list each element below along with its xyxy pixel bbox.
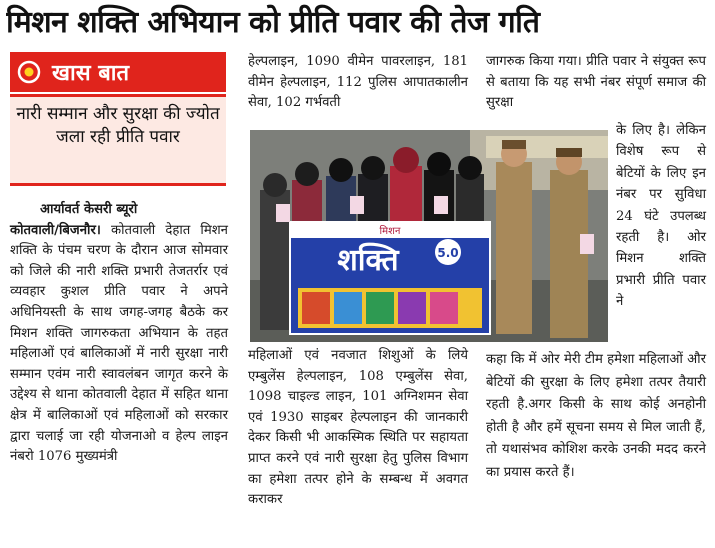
highlight-subheading: नारी सम्मान और सुरक्षा की ज्योत जला रही प्रीति पवार xyxy=(10,94,226,186)
article-column-3-middle: के लिए है। लेकिन विशेष रूप से बेटियों के लिए इन नंबर पर सुविधा 24 घंटे उपलब्ध रहती है। ओर मिशन शक्ति प्रभारी प्रीति पवार ने xyxy=(616,123,706,310)
article-column-1 xyxy=(10,200,228,468)
article-text: कोतवाली देहात मिशन शक्ति के पंचम चरण के दौरान आज सोमवार को जिले की नारी शक्ति प्रभारी तेजतर्रार एवं व्यवहार कुशल प्रीति पवार ने अपने अधिनियस्ती के साथ जगह-जगह बैठके कर मिशन शक्ति जागरुकता अभियान के तहत महिलाओं एवं बालिकाओं में नारी सुरक्षा नारी सम्मान एवंम नारी स्वावलंबन जागृत करने के उद्देश्य से थाना कोतवाली देहात में सहित थाना क्षेत्र में बालिकाओं एवं महिलाओं को सरकार द्वारा चलाई जा रही योजनाओ व हेल्प लाइन नंबरो 1076 मुख्यमंत्री xyxy=(10,222,228,465)
headline: मिशन शक्ति अभियान को प्रीति पवार की तेज गति xyxy=(6,5,540,40)
banner-title: शक्ति xyxy=(337,243,399,278)
byline-agency: आर्यावर्त केसरी ब्यूरो xyxy=(40,202,138,217)
khas-baat-tag xyxy=(10,52,226,92)
article-column-3-top: जागरुक किया गया। प्रीति पवार ने संयुक्त रूप से बताया कि यह सभी नंबर संपूर्ण समाज की सुरक्षा xyxy=(486,54,706,111)
banner-top: मिशन xyxy=(379,226,401,237)
target-icon xyxy=(16,59,42,85)
article-column-2-top: हेल्पलाइन, 1090 वीमेन पावरलाइन, 181 वीमेन हेल्पलाइन, 112 पुलिस आपातकालीन सेवा, 102 गर्भवती xyxy=(248,54,468,111)
byline-place: कोतवाली/बिजनौर। xyxy=(10,222,101,238)
article-column-2-bottom: महिलाओं एवं नवजात शिशुओं के लिये एम्बुलेंस हेल्पलाइन, 108 एम्बुलेंस सेवा, 1098 चाइल्ड लाइन, 101 अग्निशमन सेवा एवं 1930 साइबर हेल्पलाइन की जानकारी देकर किसी भी आकस्मिक स्थिति पर सहायता प्राप्त करने एवं नारी सुरक्षा हेतु पुलिस विभाग का हमेशा तत्पर होने के सम्बन्ध में अवगत कराकर xyxy=(248,348,468,508)
news-photo xyxy=(250,130,608,342)
banner-badge: 5.0 xyxy=(437,246,459,260)
article-column-3-bottom: कहा कि में ओर मेरी टीम हमेशा महिलाओं और बेटियों की सुरक्षा के लिए हमेशा तत्पर तैयारी रहती है.अगर किसी के साथ कोई अनहोनी होती है और हमें सूचना समय से मिल जाती हैं, तो यथासंभव कोशिश करके उनकी मदद करने का प्रयास करते हैं। xyxy=(486,352,706,480)
tag-label: खास बात xyxy=(52,61,130,86)
